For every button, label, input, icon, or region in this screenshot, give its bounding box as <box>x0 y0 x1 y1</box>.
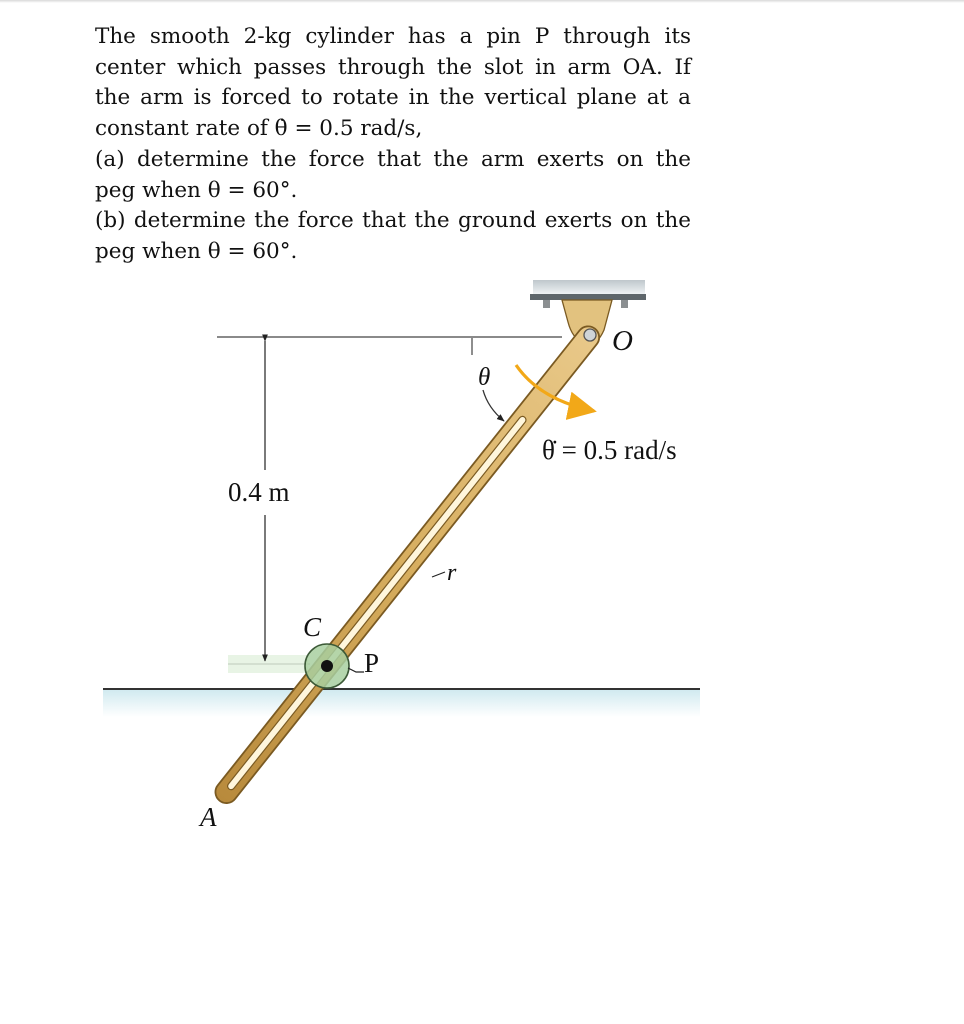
height-label: 0.4 m <box>228 477 290 507</box>
pivot-pin <box>584 329 596 341</box>
problem-line-2: center which passes through the slot in arm OA. If <box>95 54 691 80</box>
problem-line-5: (a) determine the force that the arm exerts on the <box>95 146 691 172</box>
ceiling-plate <box>530 294 646 300</box>
arm-OA <box>211 322 604 808</box>
theta-arc <box>483 390 504 421</box>
p-leader <box>348 668 364 672</box>
problem-line-3: the arm is forced to rotate in the vertical plane at a <box>95 85 691 111</box>
label-A: A <box>200 802 217 832</box>
top-rule <box>0 0 964 3</box>
ground-shade <box>103 689 700 717</box>
bolt-right <box>621 300 628 308</box>
problem-statement <box>95 22 691 268</box>
label-r: r <box>447 560 457 586</box>
problem-line-8: peg when θ = 60°. <box>95 238 298 264</box>
label-O: O <box>612 325 633 357</box>
problem-line-4: constant rate of θ̇ = 0.5 rad/s, <box>95 116 423 142</box>
pin-P <box>321 660 333 672</box>
mechanism-figure <box>0 270 964 870</box>
arm-slot <box>226 415 527 791</box>
rate-label: θ̇ = 0.5 rad/s <box>542 435 677 465</box>
ceiling-shade <box>533 280 645 294</box>
center-level-shade <box>228 655 308 673</box>
bolt-left <box>543 300 550 308</box>
label-C: C <box>303 612 322 642</box>
problem-line-6: peg when θ = 60°. <box>95 177 298 203</box>
label-P: P <box>364 648 380 678</box>
problem-line-1: The smooth 2-kg cylinder has a pin P through its <box>95 24 691 49</box>
theta-label: θ <box>478 364 491 391</box>
r-leader <box>432 572 445 577</box>
problem-line-7: (b) determine the force that the ground exerts on the <box>95 208 691 234</box>
